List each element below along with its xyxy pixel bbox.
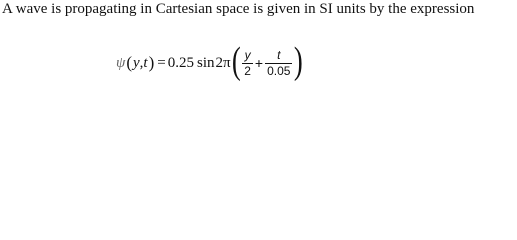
wave-equation — [116, 40, 304, 86]
variable-t: t — [143, 54, 148, 71]
fraction-y-numerator: y — [244, 47, 251, 62]
argument-comma: , — [139, 54, 144, 71]
problem-statement: A wave is propagating in Cartesian space is given in SI units by the expression — [2, 1, 475, 17]
sine-function: sin — [196, 54, 215, 71]
argument-open-paren: ( — [126, 53, 132, 72]
argument-close-paren: ) — [148, 53, 155, 72]
fraction-t-numerator: t — [277, 47, 281, 62]
plus-sign: + — [254, 55, 264, 71]
fraction-t-denominator: 0.05 — [267, 63, 291, 78]
wave-function-symbol: ψ — [116, 54, 126, 71]
variable-y: y — [133, 54, 140, 71]
phase-open-paren: ( — [231, 40, 241, 82]
amplitude-value: 0.25 — [167, 54, 194, 71]
fraction-t-over-005 — [265, 49, 292, 78]
fraction-y-over-2 — [242, 49, 253, 78]
equals-sign: = — [157, 54, 166, 71]
two-pi-coefficient: 2π — [215, 54, 231, 71]
fraction-y-denominator: 2 — [244, 63, 251, 78]
phase-close-paren: ) — [294, 40, 304, 82]
